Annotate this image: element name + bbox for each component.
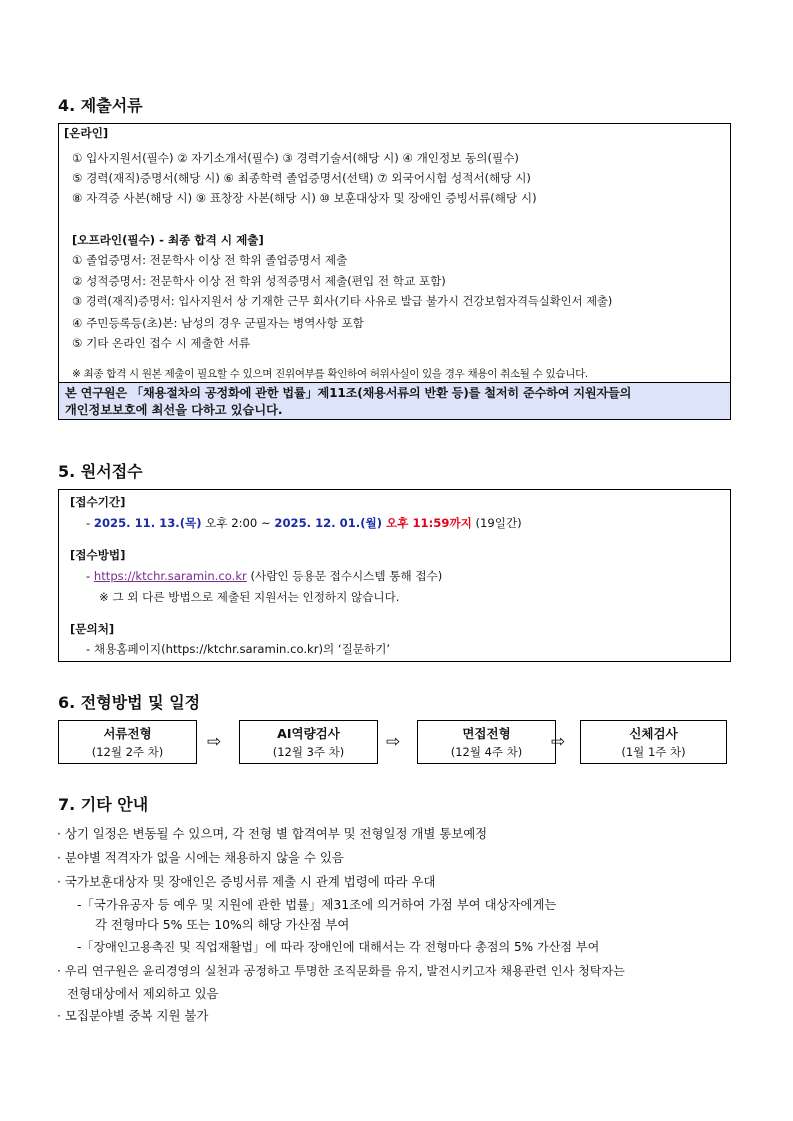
right-arrow-icon: ⇨ xyxy=(551,732,566,752)
step-schedule: (12월 4주 차) xyxy=(450,745,523,759)
step-schedule: (1월 1주 차) xyxy=(621,745,686,759)
method-note: ※ 그 외 다른 방법으로 제출된 지원서는 인정하지 않습니다. xyxy=(99,590,400,604)
offline-line: ④ 주민등록등(초)본: 남성의 경우 군필자는 병역사항 포함 xyxy=(72,316,364,330)
application-period xyxy=(86,515,522,531)
privacy-notice-line: 본 연구원은 「채용절차의 공정화에 관한 법률」제11조(채용서류의 반환 등)를 철저히 준수하여 지원자들의 xyxy=(65,386,632,400)
original-document-note: ※ 최종 합격 시 원본 제출이 필요할 수 있으며 진위여부를 확인하여 허위사실이 있을 경우 채용이 취소될 수 있습니다. xyxy=(72,368,588,380)
section-4-title: 4. 제출서류 xyxy=(58,96,143,115)
privacy-notice-line: 개인정보보호에 최선을 다하고 있습니다. xyxy=(65,403,283,417)
offline-line: ③ 경력(재직)증명서: 입사지원서 상 기재한 근무 회사(기타 사유로 발급 불가시 건강보험자격득실확인서 제출) xyxy=(72,295,613,308)
recruitment-site-link[interactable]: https://ktchr.saramin.co.kr xyxy=(93,569,247,583)
period-duration: (19일간) xyxy=(471,516,522,530)
end-date: 2025. 12. 01.(월) xyxy=(274,516,383,530)
offline-heading: [오프라인(필수) - 최종 합격 시 제출] xyxy=(72,233,264,247)
section-5-title: 5. 원서접수 xyxy=(58,462,143,481)
offline-line: ⑤ 기타 온라인 접수 시 제출한 서류 xyxy=(72,336,251,350)
method-dash: - xyxy=(86,569,91,583)
online-line: ① 입사지원서(필수) ② 자기소개서(필수) ③ 경력기술서(해당 시) ④ 개인정보 동의(필수) xyxy=(72,151,519,165)
application-method xyxy=(86,568,442,584)
right-arrow-icon: ⇨ xyxy=(386,732,401,752)
step-title: 서류전형 xyxy=(103,726,152,741)
info-subline: -「국가유공자 등 예우 및 지원에 관한 법률」제31조에 의거하여 가점 부여 대상자에게는 xyxy=(77,897,557,912)
online-line: ⑤ 경력(재직)증명서(해당 시) ⑥ 최종학력 졸업증명서(선택) ⑦ 외국어시험 성적서(해당 시) xyxy=(72,171,531,185)
end-time: 오후 11:59까지 xyxy=(382,516,472,530)
privacy-notice xyxy=(58,382,731,420)
step-title: AI역량검사 xyxy=(277,726,340,741)
step-title: 신체검사 xyxy=(629,726,678,741)
info-line: · 분야별 적격자가 없을 시에는 채용하지 않을 수 있음 xyxy=(57,850,344,865)
period-dash: - xyxy=(86,516,91,530)
offline-line: ② 성적증명서: 전문학사 이상 전 학위 성적증명서 제출(편입 전 학교 포함) xyxy=(72,274,446,288)
step-interview xyxy=(417,720,556,764)
info-line: · 우리 연구원은 윤리경영의 실천과 공정하고 투명한 조직문화를 유지, 발전시키고자 채용관련 인사 청탁자는 xyxy=(57,964,625,978)
info-subline: -「장애인고용촉진 및 직업재활법」에 따라 장애인에 대해서는 각 전형마다 총점의 5% 가산점 부여 xyxy=(77,940,600,954)
step-medical-exam xyxy=(580,720,727,764)
right-arrow-icon: ⇨ xyxy=(207,732,222,752)
info-line: · 모집분야별 중복 지원 불가 xyxy=(57,1008,209,1023)
step-document-screening xyxy=(58,720,197,764)
info-line: · 상기 일정은 변동될 수 있으며, 각 전형 별 합격여부 및 전형일정 개별 통보예정 xyxy=(57,826,488,841)
contact-info: - 채용홈페이지(https://ktchr.saramin.co.kr)의 ‘질문하기’ xyxy=(86,642,391,656)
info-subline: 각 전형마다 5% 또는 10%의 해당 가산점 부여 xyxy=(95,917,350,932)
offline-line: ① 졸업증명서: 전문학사 이상 전 학위 졸업증명서 제출 xyxy=(72,253,348,267)
method-description: (사람인 등용문 접수시스템 통해 접수) xyxy=(246,569,443,583)
period-heading: [접수기간] xyxy=(70,495,126,509)
section-7-title: 7. 기타 안내 xyxy=(58,795,149,814)
online-heading: [온라인] xyxy=(64,126,109,140)
contact-heading: [문의처] xyxy=(70,622,115,636)
method-heading: [접수방법] xyxy=(70,548,126,562)
start-date: 2025. 11. 13.(목) xyxy=(93,516,202,530)
step-title: 면접전형 xyxy=(462,726,511,741)
info-line-continued: 전형대상에서 제외하고 있음 xyxy=(67,986,219,1001)
step-schedule: (12월 3주 차) xyxy=(272,745,345,759)
step-ai-assessment xyxy=(239,720,378,764)
online-line: ⑧ 자격증 사본(해당 시) ⑨ 표창장 사본(해당 시) ⑩ 보훈대상자 및 장애인 증빙서류(해당 시) xyxy=(72,191,537,205)
section-6-title: 6. 전형방법 및 일정 xyxy=(58,693,201,712)
step-schedule: (12월 2주 차) xyxy=(91,745,164,759)
start-time: 오후 2:00 ~ xyxy=(201,516,275,530)
info-line: · 국가보훈대상자 및 장애인은 증빙서류 제출 시 관계 법령에 따라 우대 xyxy=(57,874,436,889)
